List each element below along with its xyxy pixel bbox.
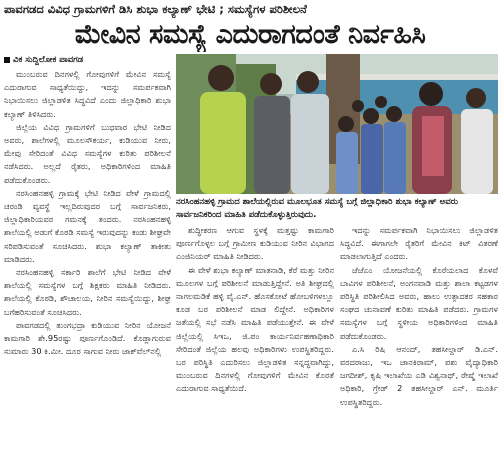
article-kicker: ಪಾವಗಡದ ವಿವಿಧ ಗ್ರಾಮಗಳಿಗೆ ಡಿಸಿ ಶುಭಾ ಕಲ್ಯಾಣ್ ಭೇಟಿ ; ಸಮಸ್ಯೆಗಳ ಪರಿಶೀಲನೆ	[4, 2, 307, 16]
article-headline: ಮೇವಿನ ಸಮಸ್ಯೆ ಎದುರಾಗದಂತೆ ನಿರ್ವಹಿಸಿ	[74, 19, 426, 50]
paragraph: ನರಸಿಂಹನಹಳ್ಳಿ ಸರ್ಕಾರಿ ಶಾಲೆಗೆ ಭೇಟಿ ನೀಡಿದ ವೇಳೆ ಶಾಲೆಯಲ್ಲಿ ಸಮಸ್ಯೆಗಳ ಬಗ್ಗೆ ಶಿಕ್ಷಕರು ಮಾಹಿತಿ ನೀಡಿದರು. ಶಾಲೆಯಲ್ಲಿ ಕೊಠಡಿ, ಶೌಚಾಲಯ, ನೀರಿನ ಸಮಸ್ಯೆಯಿದ್ದು, ಶೀಘ್ರ ಬಗೆಹರಿಸುವಂತೆ ಸೂಚಿಸಿದರು.	[4, 267, 171, 317]
byline-text: ವಿಕ ಸುದ್ದಿಲೋಕ ಪಾವಗಡ	[13, 55, 84, 65]
paragraph: ನರಸಿಂಹನಹಳ್ಳಿ ಗ್ರಾಮಕ್ಕೆ ಭೇಟಿ ನೀಡಿದ ವೇಳೆ ಗ್ರಾಮದಲ್ಲಿ ಚರಂಡಿ ವ್ಯವಸ್ಥೆ ಇಲ್ಲದಿರುವುದರ ಬಗ್ಗೆ ಸಾರ್ವಜನಿಕರು, ಜಿಲ್ಲಾಧಿಕಾರಿಯವರ ಗಮನಕ್ಕೆ ತಂದರು. ನರಸಿಂಹನಹಳ್ಳಿ ಶಾಲೆಯಲ್ಲಿ ಅಡುಗೆ ಕೊಠಡಿ ಸಮಸ್ಯೆ ಇರುವುದನ್ನು ಕಂಡು ಶೀಘ್ರವೇ ಸರಿಪಡಿಸುವಂತೆ ಸೂಚಿಸಿದರು. ಶುಭಾ ಕಲ್ಯಾಣ್ ತಾಕೀತು ಮಾಡಿದರು.	[4, 187, 171, 264]
paragraph: ಎ.ಸಿ ರಿಷಿ ಆನಂದ್, ತಹಸೀಲ್ದಾರ್ ಡಿ.ಎನ್. ವರದರಾಜು, ಇಒ ಜಾನಕಿರಾಮ್, ಪಶು ವೈದ್ಯಾಧಿಕಾರಿ ಜಗದೀಶ್, ಕೃಷಿ ಇಲಾಖೆಯ ಎಡಿ ವಿಶ್ವನಾಥ್, ರೇಷ್ಮೆ ಇಲಾಖೆ ಅಧಿಕಾರಿ, ಗ್ರೇಡ್ 2 ತಹಸೀಲ್ದಾರ್ ಎನ್. ಮೂರ್ತಿ ಉಪಸ್ಥಿತರಿದ್ದರು.	[340, 343, 498, 407]
paragraph: ಇದನ್ನು ಸಮರ್ಪಕವಾಗಿ ನಿಭಾಯಿಸಲು ಜಿಲ್ಲಾಡಳಿತ ಸಿದ್ಧವಿದೆ. ಈಗಾಗಲೇ ರೈತರಿಗೆ ಮೇವಿನ ಕಿಟ್ ವಿತರಣೆ ಮಾಡಲಾಗುತ್ತಿದೆ ಎಂದರು.	[340, 225, 498, 262]
article-column-1	[4, 68, 171, 448]
article-column-2	[176, 224, 334, 448]
paragraph: ಪಾವಗಡದಲ್ಲಿ ತುಂಗಭದ್ರಾ ಕುಡಿಯುವ ನೀರಿನ ಯೋಜನೆ ಕಾಮಗಾರಿ ಶೇ.95ರಷ್ಟು ಪೂರ್ಣಗೊಂಡಿದೆ. ಕೊಡ್ಲಾಗುರುವ ಸುಮಾರು 30 ಕಿ.ಮೀ. ದೂರ ಸಾಗುವ ನೀರು ಜಾಕ್‌ವೆಲ್‌ನಲ್ಲಿ	[4, 319, 171, 357]
group-photo-illustration	[176, 54, 498, 194]
article-photo	[176, 54, 498, 194]
paragraph: ಈ ವೇಳೆ ಶುಭಾ ಕಲ್ಯಾಣ್ ಮಾತನಾಡಿ, ಕೆರೆ ಮತ್ತು ನೀರಿನ ಮೂಲಗಳ ಬಗ್ಗೆ ಪರಿಶೀಲನೆ ಮಾಡುತ್ತಿದ್ದೇನೆ. ಅತಿ ಶೀಘ್ರದಲ್ಲಿ ನಾಗಲಮಡಿಕೆ ಹಳ್ಳಿ ವೈ.ಎನ್. ಹೊಸಕೋಟೆ ಹೋಬಳಿಗಳಲ್ಲೂ ಕೂಡ ಬರ ಪರಿಶೀಲನೆ ಮಾಡ ಲಿದ್ದೇನೆ. ಅಧಿಕಾರಿಗಳ ಜತೆಯಲ್ಲಿ ಸಭೆ ನಡೆಸಿ ಮಾಹಿತಿ ಪಡೆಯುತ್ತೇನೆ. ಈ ವೇಳೆ ಜಿಲ್ಲೆಯಲ್ಲಿ ಸಿಇಒ, ಜಿ.ಪಂ ಕಾರ್ಯನಿರ್ವಹಣಾಧಿಕಾರಿ ಸೇರಿದಂತೆ ಜಿಲ್ಲೆಯ ಹಲವು ಅಧಿಕಾರಿಗಳು ಉಪಸ್ಥಿತರಿದ್ದರು. ಬರ ಪರಿಸ್ಥಿತಿ ಎದುರಿಸಲು ಜಿಲ್ಲಾಡಳಿತ ಸನ್ನದ್ಧವಾಗಿದ್ದು, ಮುಂಬರುವ ದಿನಗಳಲ್ಲಿ ಗೋವುಗಳಿಗೆ ಮೇವಿನ ಕೊರತೆ ಎದುರಾಗುವ ಸಾಧ್ಯತೆಯಿದೆ.	[176, 264, 334, 394]
photo-caption: ನರಸಿಂಹನಹಳ್ಳಿ ಗ್ರಾಮದ ಶಾಲೆಯಲ್ಲಿರುವ ಮೂಲಭೂತ ಸಮಸ್ಯೆ ಬಗ್ಗೆ ಜಿಲ್ಲಾಧಿಕಾರಿ ಶುಭಾ ಕಲ್ಯಾಣ್ ಅವರು ಸಾರ್ವಜನಿಕರಿಂದ ಮಾಹಿತಿ ಪಡೆದುಕೊಳ್ಳುತ್ತಿರುವುದು.	[176, 197, 458, 220]
paragraph: ಶುದ್ಧೀಕರಣ ಆಗುವ ಸ್ಥಳಕ್ಕೆ ಮತ್ತಷ್ಟು ಕಾಮಗಾರಿ ಪೂರ್ಣಗೊಳ್ಳಲ ಬಗ್ಗೆ ಗ್ರಾಮೀಣ ಕುಡಿಯುವ ನೀರಿನ ವಿಭಾಗದ ಎಂಜಿನಿಯರ್ ಮಾಹಿತಿ ನೀಡಿದರು.	[176, 225, 334, 262]
paragraph: ಜಿಲ್ಲೆಯ ವಿವಿಧ ಗ್ರಾಮಗಳಿಗೆ ಬುಧವಾರ ಭೇಟಿ ನೀಡಿದ ಅವರು, ಶಾಲೆಗಳಲ್ಲಿ ಮೂಲಸೌಕರ್ಯ, ಕುಡಿಯುವ ನೀರು, ಮೇವು ಸೇರಿದಂತೆ ವಿವಿಧ ಸಮಸ್ಯೆಗಳ ಕುರಿತು ಪರಿಶೀಲನೆ ನಡೆಸಿದರು. ಅಲ್ಲದೆ ರೈತರು, ಅಧಿಕಾರಿಗಳಿಂದ ಮಾಹಿತಿ ಪಡೆದುಕೊಂಡರು.	[4, 121, 171, 185]
paragraph: ಮುಂಬರುವ ದಿನಗಳಲ್ಲಿ ಗೋವುಗಳಿಗೆ ಮೇವಿನ ಸಮಸ್ಯೆ ಎದುರಾಗುವ ಸಾಧ್ಯತೆಯಿದ್ದು, ಇದನ್ನು ಸಮರ್ಪಕವಾಗಿ ನಿಭಾಯಿಸಲು ಜಿಲ್ಲಾಡಳಿತ ಸಿದ್ಧವಿದೆ ಎಂದು ಜಿಲ್ಲಾಧಿಕಾರಿ ಶುಭಾ ಕಲ್ಯಾಣ್ ತಿಳಿಸಿದರು.	[4, 69, 171, 119]
byline-square-icon	[4, 57, 10, 63]
article-byline	[0, 54, 83, 66]
paragraph: ಜೆಜೆಎಂ ಯೋಜನೆಯಲ್ಲಿ ಕೊರೆಯಲಾದ ಕೊಳವೆ ಬಾವಿಗಳ ಪರಿಶೀಲನೆ, ಅಂಗನವಾಡಿ ಮತ್ತು ಶಾಲಾ ಕಟ್ಟಡಗಳ ಪರಿಸ್ಥಿತಿ ಪರಿಶೀಲಿಸಿದ ಅವರು, ಹಾಲು ಉತ್ಪಾದಕರ ಸಹಕಾರ ಸಂಘದ ಚುನಾವಣೆ ಕುರಿತು ಮಾಹಿತಿ ಪಡೆದರು. ಗ್ರಾಮಗಳ ಸಮಸ್ಯೆಗಳ ಬಗ್ಗೆ ಸ್ಥಳೀಯ ಅಧಿಕಾರಿಗಳಿಂದ ಮಾಹಿತಿ ಪಡೆದುಕೊಂಡರು.	[340, 264, 498, 341]
article-column-3	[340, 224, 498, 448]
